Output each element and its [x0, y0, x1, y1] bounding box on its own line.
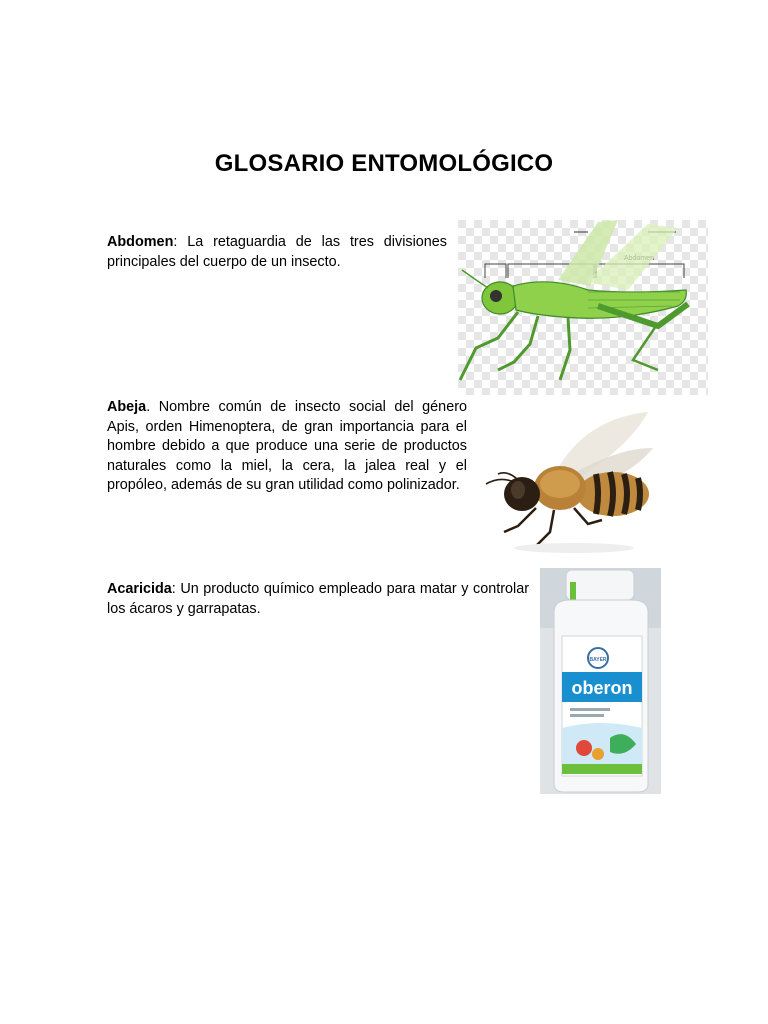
entry-separator: : — [173, 234, 178, 250]
bottle-icon — [540, 568, 661, 794]
glossary-entry-abdomen — [107, 233, 447, 272]
glossary-entry-acaricida — [107, 580, 529, 619]
grasshopper-diagram-image — [458, 220, 708, 395]
entry-term: Abdomen — [107, 234, 174, 250]
entry-term: Abeja — [107, 399, 147, 415]
entry-definition: Un producto químico empleado para matar y controlar los ácaros y garrapatas. — [107, 581, 529, 617]
bee-icon — [478, 408, 662, 558]
entry-definition: Nombre común de insecto social del género Apis, orden Himenoptera, de gran importancia para el hombre debido a que produce una serie de productos naturales como la miel, la cera, la jalea real y el propóleo, además de su gran utilidad como polinizador. — [107, 399, 467, 493]
entry-term: Acaricida — [107, 581, 172, 597]
entry-separator: . — [146, 399, 151, 415]
entry-separator: : — [171, 581, 176, 597]
page-title: GLOSARIO ENTOMOLÓGICO — [214, 150, 554, 177]
bayer-logo: BAYER — [589, 657, 607, 663]
entry-definition: La retaguardia de las tres divisiones principales del cuerpo de un insecto. — [107, 234, 447, 270]
bee-photo-image — [478, 408, 662, 558]
glossary-entry-abeja — [107, 398, 467, 496]
product-brand: oberon — [571, 678, 633, 698]
grasshopper-icon — [458, 220, 708, 395]
acaricide-bottle-image — [540, 568, 661, 794]
